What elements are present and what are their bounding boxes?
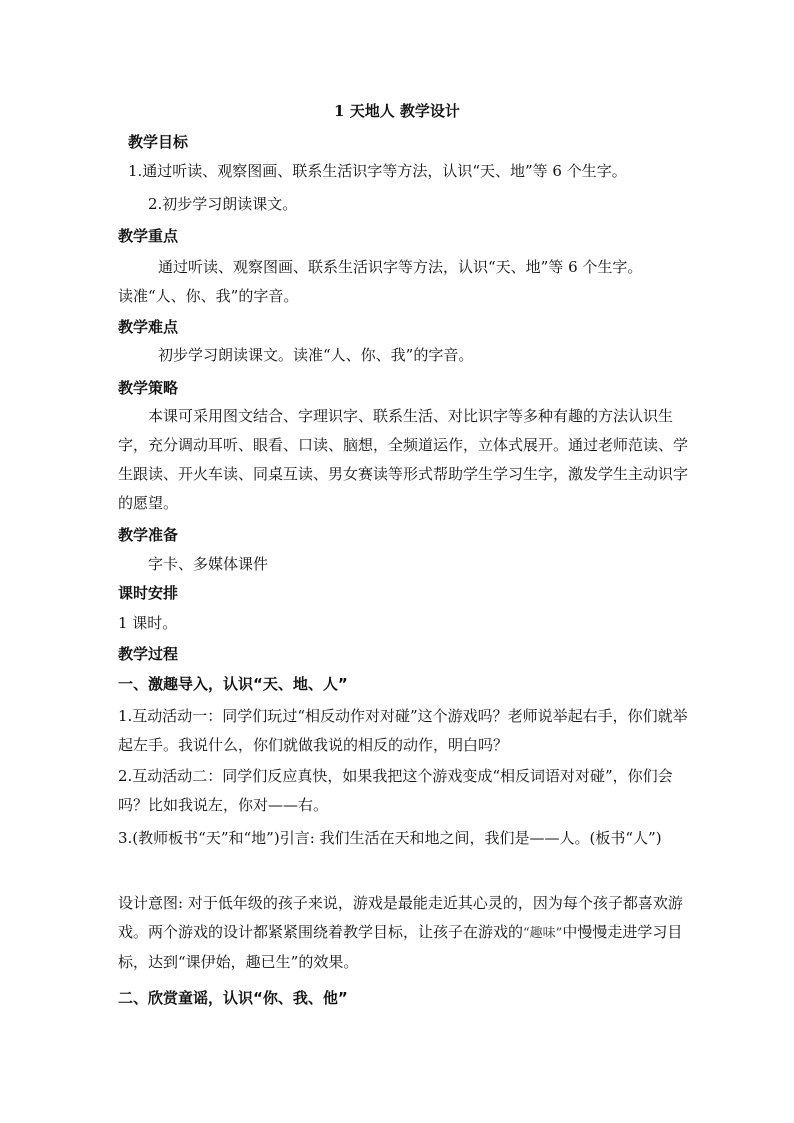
design-intent-text-c: 中慢慢走进学习目标，达到“课伊始，趣已生”的效果。 [118, 923, 683, 971]
goals-heading: 教学目标 [128, 133, 189, 151]
prep-text: 字卡、多媒体课件 [148, 555, 269, 573]
prep-heading: 教学准备 [118, 526, 179, 544]
focus-line-2: 读准“人、你、我”的字音。 [118, 287, 299, 305]
document-title: 1 天地人 教学设计 [334, 102, 460, 120]
process-paragraph-2: 2.互动活动二：同学们反应真快，如果我把这个游戏变成“相反词语对对碰”，你们会吗？比如我说左，你对——右。 [118, 767, 673, 814]
focus-heading: 教学重点 [118, 227, 179, 245]
design-intent-paragraph [118, 889, 690, 977]
process-paragraph-1: 1.互动活动一：同学们玩过“相反动作对对碰”这个游戏吗？老师说举起右手，你们就举起左手。我说什么，你们就做我说的相反的动作，明白吗？ [118, 707, 688, 754]
difficulty-text: 初步学习朗读课文。读准“人、你、我”的字音。 [158, 346, 474, 364]
design-intent-emphasis: “趣味” [523, 926, 563, 941]
focus-line-1: 通过听读、观察图画、联系生活识字等方法，认识“天、地”等 6 个生字。 [158, 258, 643, 276]
goals-item-1: 1.通过听读、观察图画、联系生活识字等方法，认识“天、地”等 6 个生字。 [128, 162, 627, 180]
process-heading: 教学过程 [118, 645, 179, 663]
section-2-heading: 二、欣赏童谣，认识“你、我、他” [118, 989, 348, 1007]
strategy-heading: 教学策略 [118, 379, 179, 397]
difficulty-heading: 教学难点 [118, 318, 179, 336]
goals-item-2: 2.初步学习朗读课文。 [148, 195, 298, 213]
design-intent-text-a: 设计意图: 对于低年级的孩子来说，游戏是最能走近其心灵的，因为每个孩子都喜欢游戏。两个游戏的设计都紧紧围绕着教学目标，让孩子在游戏的 [118, 894, 683, 941]
schedule-heading: 课时安排 [118, 584, 179, 602]
schedule-text: 1 课时。 [118, 614, 178, 632]
strategy-text: 本课可采用图文结合、字理识字、联系生活、对比识字等多种有趣的方法认识生字，充分调动耳听、眼看、口读、脑想，全频道运作，立体式展开。通过老师范读、学生跟读、开火车读、同桌互读、男女赛读等形式帮助学生学习生字，激发学生主动识字的愿望。 [118, 407, 689, 512]
process-paragraph-3: 3.(教师板书“天”和“地”)引言: 我们生活在天和地之间，我们是——人。(板书“人”) [118, 829, 662, 847]
section-1-heading: 一、激趣导入，认识“天、地、人” [118, 675, 348, 693]
